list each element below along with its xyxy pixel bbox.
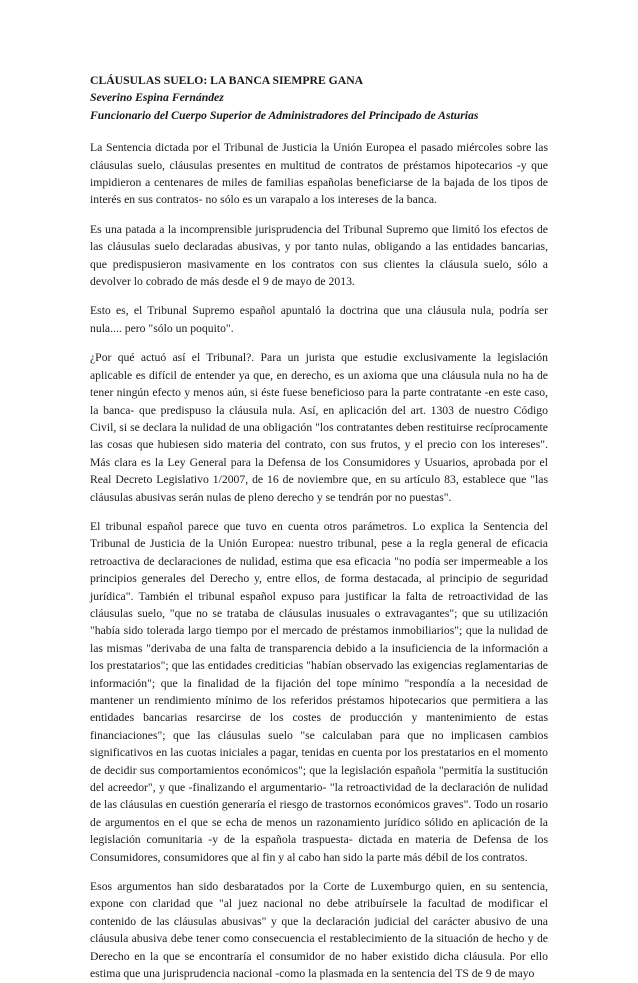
body-paragraph: Esos argumentos han sido desbaratados por la Corte de Luxemburgo quien, en su sentencia, expone con claridad que "al juez nacional no debe atribuírsele la facultad de modificar el contenido de las cláusulas abusivas" y que la declaración judicial del carácter abusivo de una cláusula abusiva debe tener como consecuencia el restablecimiento de la situación de hecho y de Derecho en la que se encontraría el consumidor de no haber existido dicha cláusula. Por ello estima que una jurisprudencia nacional -como la plasmada en la sentencia del TS de 9 de mayo: [90, 880, 548, 981]
document-header: [90, 72, 548, 124]
body-paragraph: Esto es, el Tribunal Supremo español apuntaló la doctrina que una cláusula nula, podría ser nula.... pero "sólo un poquito".: [90, 304, 548, 335]
document-author: Severino Espina Fernández: [90, 91, 224, 105]
body-paragraph: El tribunal español parece que tuvo en cuenta otros parámetros. Lo explica la Sentencia del Tribunal de Justicia de la Unión Europea: nuestro tribunal, pese a la regla general de eficacia retroactiva de declaraciones de nulidad, estima que esa eficacia "no podía ser impermeable a los principios generales del Derecho y, entre ellos, de forma destacada, al principio de seguridad jurídica". También el tribunal español expuso para justificar la falta de retroactividad de las cláusulas suelo, "que no se trataba de cláusulas inusuales o extravagantes"; que su utilización "había sido tolerada largo tiempo por el mercado de préstamos inmobiliarios"; que la nulidad de las mismas "derivaba de una falta de transparencia debido a la insuficiencia de la información a los prestatarios"; que las entidades crediticias "habían observado las exigencias reglamentarias de información"; que la finalidad de la fijación del tope mínimo "respondía a la necesidad de mantener un rendimiento mínimo de los referidos préstamos hipotecarios que permitiera a las entidades bancarias resarcirse de los costes de producción y mantenimiento de estas financiaciones"; que las cláusulas suelo "se calculaban para que no implicasen cambios significativos en las cuotas iniciales a pagar, tenidas en cuenta por los prestatarios en el momento de decidir sus comportamientos económicos"; que la legislación española "permitía la sustitución del acreedor", y que -finalizando el argumentario- "la retroactividad de la declaración de nulidad de las cláusulas en cuestión generaría el riesgo de trastornos económicos graves". Todo un rosario de argumentos en el que se echa de menos un razonamiento jurídico sólido en aplicación de la legislación comunitaria -y de la española traspuesta- dictada en materia de Defensa de los Consumidores, consumidores que al fin y al cabo han sido la parte más débil de los contratos.: [90, 519, 548, 864]
document-title: CLÁUSULAS SUELO: LA BANCA SIEMPRE GANA: [90, 74, 364, 87]
author-affiliation: Funcionario del Cuerpo Superior de Administradores del Principado de Asturias: [90, 108, 479, 122]
body-paragraph: La Sentencia dictada por el Tribunal de Justicia la Unión Europea el pasado miércoles sobre las cláusulas suelo, cláusulas presentes en multitud de contratos de préstamos hipotecarios -y que impidieron a centenares de miles de familias españolas beneficiarse de la bajada de los tipos de interés en sus contratos- no sólo es un varapalo a los intereses de la banca.: [90, 141, 548, 207]
body-paragraph: ¿Por qué actuó así el Tribunal?. Para un jurista que estudie exclusivamente la legislación aplicable es difícil de entender ya que, en derecho, es un axioma que una cláusula nula no ha de tener ningún efecto y menos aún, si éste fuese beneficioso para la parte contratante -en este caso, la banca- que predispuso la cláusula nula. Así, en aplicación del art. 1303 de nuestro Código Civil, si se declara la nulidad de una obligación "los contratantes deben restituirse recíprocamente las cosas que hubiesen sido materia del contrato, con sus frutos, y el precio con los intereses". Más clara es la Ley General para la Defensa de los Consumidores y Usuarios, aprobada por el Real Decreto Legislativo 1/2007, de 16 de noviembre que, en su artículo 83, establece que "las cláusulas abusivas serán nulas de pleno derecho y se tendrán por no puestas".: [90, 351, 548, 504]
document-body: [90, 139, 548, 982]
body-paragraph: Es una patada a la incomprensible jurisprudencia del Tribunal Supremo que limitó los efectos de las cláusulas suelo declaradas abusivas, y por tanto nulas, obligando a las entidades bancarias, que predispusieron masivamente en los contratos con sus clientes la cláusula suelo, sólo a devolver lo cobrado de más desde el 9 de mayo de 2013.: [90, 222, 548, 289]
